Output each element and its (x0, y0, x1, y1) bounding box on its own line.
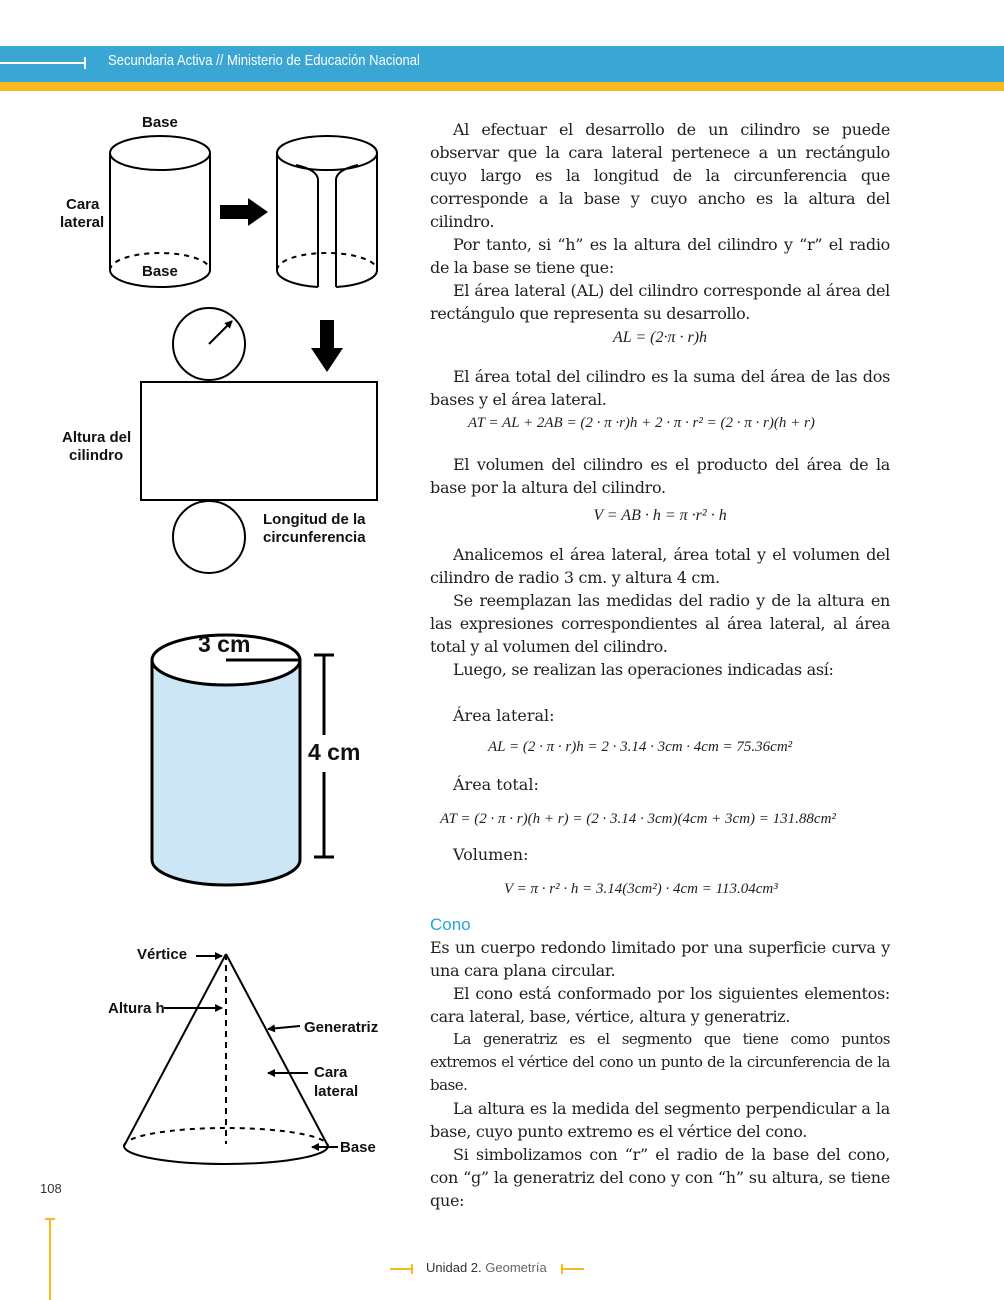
header-title: Secundaria Activa // Ministerio de Educación Nacional (108, 53, 420, 69)
paragraph: La generatriz es el segmento que tiene como puntos extremos el vértice del cono un punto de la circunferencia de la base. (430, 1030, 890, 1094)
label-vertice: Vértice (137, 946, 188, 963)
paragraph: El área lateral (AL) del cilindro corresponde al área del rectángulo que representa su desarrollo. (430, 281, 890, 323)
paragraph: Al efectuar el desarrollo de un cilindro se puede observar que la cara lateral pertenece a un rectángulo cuyo largo es la longitud de la circunferencia que corresponde a la base y cuyo ancho es la altura del cilindro. (430, 120, 890, 231)
label-circunferencia: circunferencia (263, 529, 366, 546)
footer-text (426, 1260, 547, 1275)
cut-cylinder-figure (277, 136, 377, 287)
paragraph: El volumen del cilindro es el producto del área de la base por la altura del cilindro. (430, 455, 890, 497)
cone-figure (124, 954, 338, 1164)
footer-topic: Geometría (485, 1260, 547, 1275)
label-base-top: Base (142, 114, 178, 131)
paragraph: La altura es la medida del segmento perpendicular a la base, cuyo punto extremo es el vértice del cono. (430, 1099, 890, 1141)
label-radius-3cm: 3 cm (198, 631, 251, 657)
formula-lateral-example: AL = (2 · π · r)h = 2 · 3.14 · 3cm · 4cm = 75.36cm² (488, 739, 793, 755)
paragraph: Si simbolizamos con “r” el radio de la base del cono, con “g” la generatriz del cono y con “h” su altura, se tiene que: (430, 1145, 890, 1210)
label-altura-del: Altura del (62, 429, 132, 446)
paragraph: Analicemos el área lateral, área total y el volumen del cilindro de radio 3 cm. y altura 4 cm. (430, 545, 890, 587)
label-cilindro: cilindro (69, 447, 124, 464)
paragraph: El cono está conformado por los siguientes elementos: cara lateral, base, vértice, altura y generatriz. (430, 984, 890, 1026)
label-altura-h: Altura h (108, 1000, 165, 1017)
example-cylinder-figure (152, 635, 334, 885)
label-generatriz: Generatriz (304, 1019, 379, 1036)
paragraph: Luego, se realizan las operaciones indicadas así: (453, 660, 834, 679)
paragraph: Por tanto, si “h” es la altura del cilindro y “r” el radio de la base se tiene que: (430, 235, 890, 277)
label-longitud: Longitud de la (263, 511, 366, 528)
label-base-bottom: Base (142, 263, 178, 280)
label-cara-cone: Cara (314, 1064, 348, 1081)
text-column (430, 118, 890, 1212)
paragraph: El área total del cilindro es la suma del área de las dos bases y el área lateral. (430, 367, 890, 409)
label-height-4cm: 4 cm (308, 739, 361, 765)
label-volumen: Volumen: (453, 845, 529, 864)
formula-total-area: AT = AL + 2AB = (2 · π ·r)h + 2 · π · r² = (2 · π · r)(h + r) (468, 415, 815, 431)
formula-lateral-area: AL = (2·π · r)h (612, 329, 708, 346)
label-lateral: lateral (60, 214, 105, 231)
label-area-lateral: Área lateral: (453, 706, 555, 725)
right-arrow-icon (220, 198, 268, 226)
formula-volume-example: V = π · r² · h = 3.14(3cm²) · 4cm = 113.04cm³ (504, 881, 778, 897)
formula-total-example: AT = (2 · π · r)(h + r) = (2 · 3.14 · 3cm)(4cm + 3cm) = 131.88cm² (440, 811, 836, 827)
figures-column (0, 0, 430, 1200)
label-area-total: Área total: (453, 775, 539, 794)
formula-volume: V = AB · h = π ·r² · h (593, 507, 727, 524)
page-number: 108 (40, 1181, 62, 1196)
label-cara: Cara (66, 196, 100, 213)
footer-unit: Unidad 2. (426, 1260, 482, 1275)
label-lateral-cone: lateral (314, 1083, 359, 1100)
margin-rule (49, 1218, 51, 1300)
paragraph: Es un cuerpo redondo limitado por una superficie curva y una cara plana circular. (430, 938, 890, 980)
label-base-cone: Base (340, 1139, 376, 1156)
footer (390, 1259, 590, 1279)
section-heading-cono: Cono (430, 915, 471, 934)
down-arrow-icon (311, 320, 343, 372)
paragraph: Se reemplazan las medidas del radio y de la altura en las expresiones correspondientes al área lateral, al área total y al volumen del cilindro. (430, 591, 890, 656)
